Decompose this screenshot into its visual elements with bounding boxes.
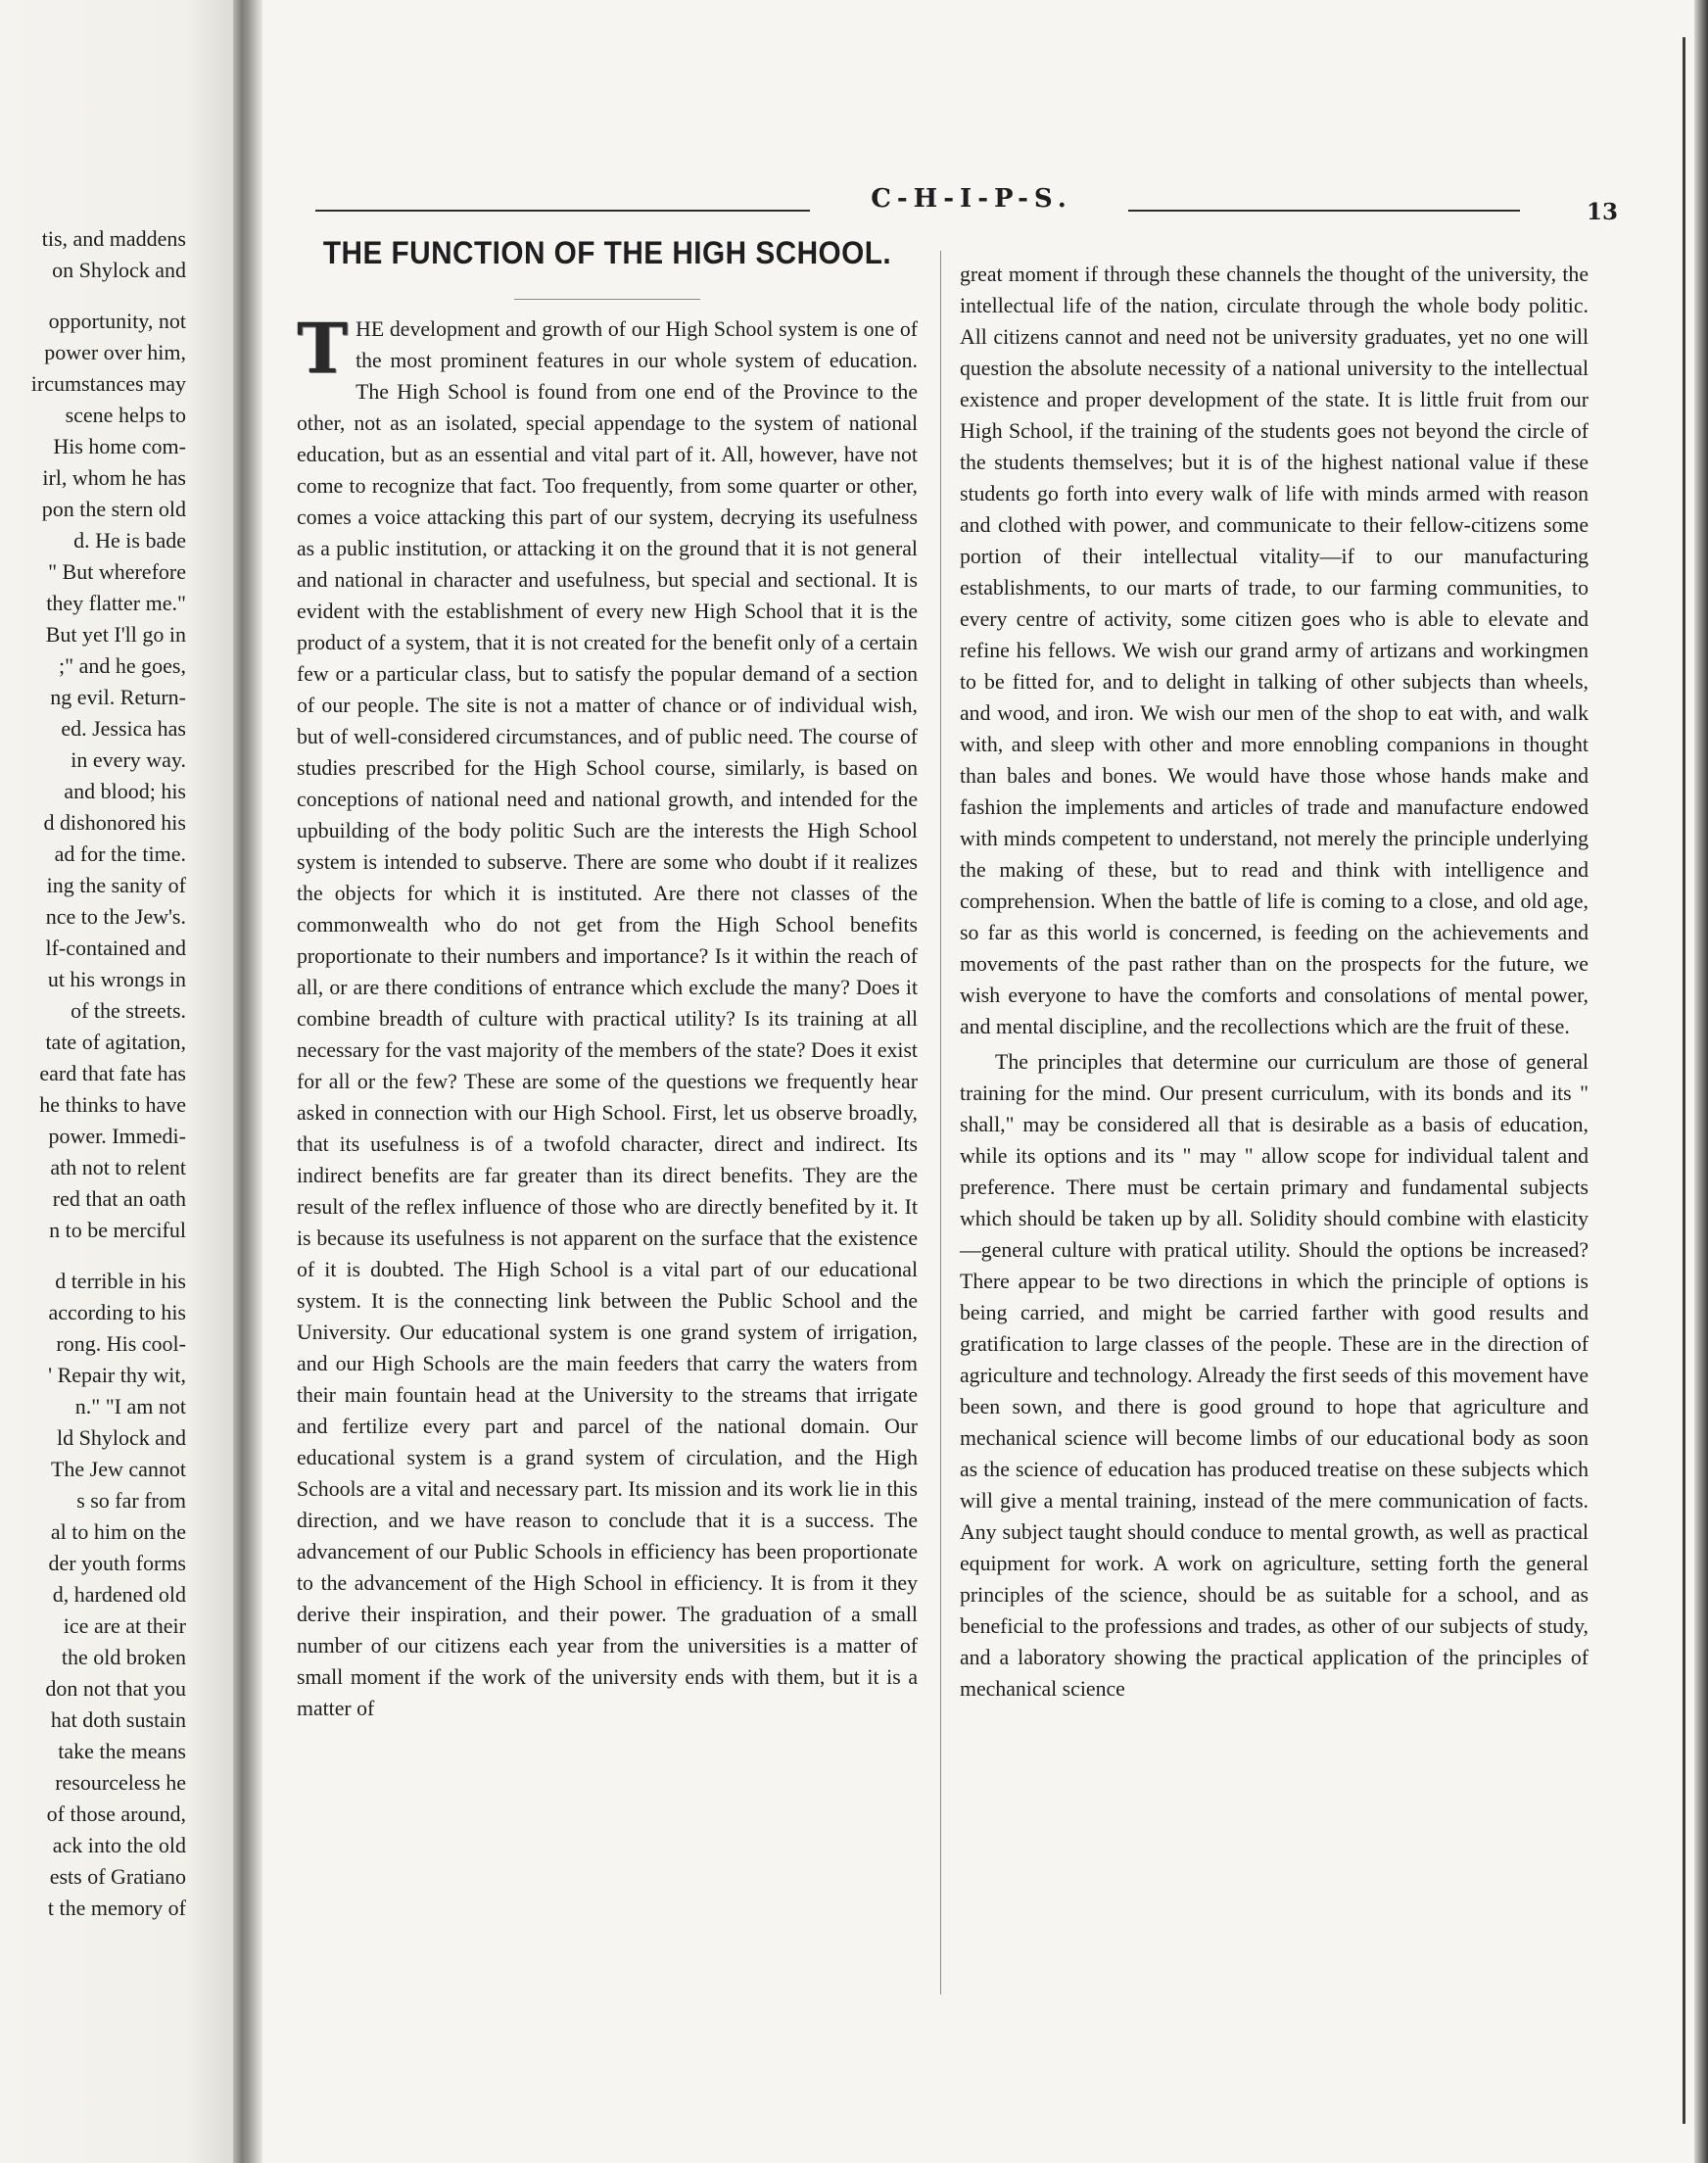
left-page-line: der youth forms [48,1551,186,1575]
left-page-line: eard that fate has [39,1061,186,1085]
left-page-line: they flatter me." [46,591,186,615]
left-page-line: ircumstances may [30,371,186,396]
left-page-line: d dishonored his [43,810,186,835]
left-page-line: ' Repair thy wit, [48,1363,186,1387]
left-page-line: n to be merciful [49,1218,186,1242]
page-border-line [1683,37,1685,2124]
left-page-line: red that an oath [52,1186,186,1211]
left-page-line: s so far from [76,1488,186,1513]
left-page-line: ng evil. Return- [50,685,186,709]
left-page-line: rong. His cool- [56,1331,186,1356]
article-title: THE FUNCTION OF THE HIGH SCHOOL. [322,235,892,270]
left-page-line: ests of Gratiano [49,1864,186,1889]
left-page-line: pon the stern old [41,497,186,521]
left-page-line: al to him on the [50,1519,186,1544]
left-page-line: n." "I am not [74,1394,186,1418]
article-column-left [297,235,918,1724]
left-page-line: But yet I'll go in [45,622,186,647]
left-page-line: d terrible in his [55,1269,186,1293]
left-page-line: nce to the Jew's. [45,904,186,929]
running-header [315,184,1579,217]
left-page-line: ut his wrongs in [47,967,186,991]
left-page-line: hat doth sustain [50,1707,186,1732]
left-page-line: ing the sanity of [46,873,186,897]
left-page-fragment [0,0,233,2163]
left-page-line: the old broken [61,1645,186,1669]
left-page-line: tis, and maddens [41,226,186,251]
paragraph-text: HE development and growth of our High School system is one of the most prominent features in our whole system of education. The High School is found from one end of the Province to the other, not as an isolated, special appendage to the system of national education, but as an essential and vital part of it. All, however, have not come to recognize that fact. Too frequently, from some quarter or other, comes a voice attacking this part of our system, decrying its usefulness as a public institution, or attacking it on the ground that it is not general and national in character and usefulness, but special and sectional. It is evident with the establishment of every new High School that it is the product of a system, that it is not created for the benefit only of a certain few or a particular class, but to satisfy the popular demand of a section of our people. The site is not a matter of chance or of individual wish, but of well-considered circumstances, and of public need. The course of studies prescribed for the High School course, similarly, is based on conceptions of national need and national growth, and intended for the upbuilding of the body politic Such are the interests the High School system is intended to subserve. There are some who doubt if it realizes the objects for which it is instituted. Are there not classes of the commonwealth who do not get from the High School benefits proportionate to their numbers and importance? Is it within the reach of all, or are there conditions of entrance which exclude the many? Does it combine breadth of culture with practical utility? Is its training at all necessary for the vast majority of the members of the state? Does it exist for all or the few? These are some of the questions we frequently hear asked in connection with our High School. First, let us observe broadly, that its usefulness is of a twofold character, direct and indirect. Its indirect benefits are far greater than its direct benefits. They are the result of the reflex influence of those who are directly benefited by it. It is because its usefulness is not apparent on the surface that the existence of it is doubted. The High School is a vital part of our educational system. It is the connecting link between the Public School and the University. Our educational system is one grand system of irrigation, and our High Schools are the main feeders that carry the waters from their main fountain head at the University to the streams that irrigate and fertilize every part and parcel of the national domain. Our educational system is a grand system of circulation, and the High Schools are a vital and necessary part. Its mission and its work lie in this direction, and we have reason to conclude that it is a success. The advancement of our Public Schools in efficiency has been proportionate to the advancement of the High School in efficiency. It is from it they derive their inspiration, and their power. The graduation of a small number of our citizens each year from the universities is a matter of small moment if the work of the university ends with them, but it is a matter of [297,317,918,1720]
left-page-line: ad for the time. [54,841,186,866]
left-page-line: irl, whom he has [42,465,186,490]
column-divider [940,251,941,1995]
book-gutter [233,0,262,2163]
left-page-line: in every way. [71,747,186,772]
left-page-line: of those around, [46,1802,186,1826]
left-page-line: ed. Jessica has [61,716,186,741]
article-paragraph [297,308,918,1724]
left-page-line: he thinks to have [39,1092,186,1117]
left-page-line: don not that you [45,1676,186,1701]
left-page-line: " But wherefore [48,559,186,584]
left-page-line: according to his [48,1300,186,1324]
article-column-right [960,259,1589,1705]
left-page-line: ice are at their [63,1613,186,1638]
left-page-line: ath not to relent [50,1155,186,1179]
left-page-line: ld Shylock and [57,1425,186,1450]
header-rule-left [315,210,810,212]
left-page-line: opportunity, not [48,309,186,333]
left-page-line: lf-contained and [45,936,186,960]
drop-cap-letter: T [297,308,349,389]
running-title: C-H-I-P-S. [871,184,1072,214]
header-rule-right [1128,210,1520,212]
article-paragraph: great moment if through these channels the thought of the university, the intellectual life of the nation, circulate through the whole body politic. All citizens cannot and need not be university graduates, yet no one will question the absolute necessity of a national university to the intellectual existence and proper development of the state. It is little fruit from our High School, if the training of the students goes not beyond the circle of the students themselves; but it is of the highest national value if these students go forth into every walk of life with minds armed with reason and clothed with power, and communicate to their fellow-citizens some portion of their intellectual vitality—if to our manufacturing establishments, to our marts of trade, to our farming communities, to every centre of activity, some citizen goes who is able to elevate and refine his fellows. We wish our grand army of artizans and workingmen to be fitted for, and to delight in talking of other subjects than wheels, and wood, and iron. We wish our men of the shop to eat with, and walk with, and sleep with other and more ennobling companions in thought than bales and bones. We would have those whose hands make and fashion the implements and articles of trade and manufacture endowed with minds competent to understand, not merely the principle underlying the making of these, but to read and think with intelligence and comprehension. When the battle of life is coming to a close, and old age, so far as this world is concerned, is feeding on the achievements and movements of the past rather than on the prospects for the future, we wish everyone to have the comforts and consolations of mental power, and mental discipline, and the recollections which are the fruit of these. [960,263,1589,1038]
left-page-line: ack into the old [52,1833,186,1857]
title-rule [514,299,700,300]
left-page-line: of the streets. [71,998,186,1023]
article-paragraph: The principles that determine our curriculum are those of general training for the mind. Our present curriculum, with its bonds and its " shall," may be considered all that is desirable as a basis of education, while its options and its " may " allow scope for individual talent and preference. There must be certain primary and fundamental subjects which should be taken up by all. Solidity should combine with elasticity—general culture with pratical utility. Should the options be increased? There appear to be two directions in which the principle of options is being carried, and might be carried farther with good results and gratification to large classes of the people. These are in the direction of agriculture and technology. Already the first seeds of this movement have been sown, and there is good ground to hope that agriculture and mechanical science will become limbs of our educational body as soon as the science of education has produced treatise on these subjects which will give a mental training, instead of the mere communication of facts. Any subject taught should conduce to mental growth, as well as practical equipment for work. A work on agriculture, setting forth the general principles of the science, should be as suitable for a school, and as beneficial to the professions and trades, as other of our subjects of study, and a laboratory showing the practical application of the principles of mechanical science [960,1050,1589,1701]
left-page-line: ;" and he goes, [59,653,186,678]
left-page-line: on Shylock and [52,258,186,282]
left-page-line: power over him, [44,340,186,364]
page-edge-shadow [1694,0,1708,2163]
left-page-line: The Jew cannot [50,1457,186,1481]
left-page-line: t the memory of [47,1896,186,1920]
left-page-line: and blood; his [64,779,186,803]
left-page-line: take the means [58,1739,186,1763]
left-page-line: d, hardened old [52,1582,186,1607]
left-page-line: tate of agitation, [45,1030,186,1054]
left-page-line: power. Immedi- [48,1124,186,1148]
left-page-line: resourceless he [55,1770,186,1795]
left-page-line: d. He is bade [73,528,186,553]
left-page-line: His home com- [53,434,186,458]
page-number: 13 [1587,199,1619,225]
left-page-line: scene helps to [65,403,186,427]
